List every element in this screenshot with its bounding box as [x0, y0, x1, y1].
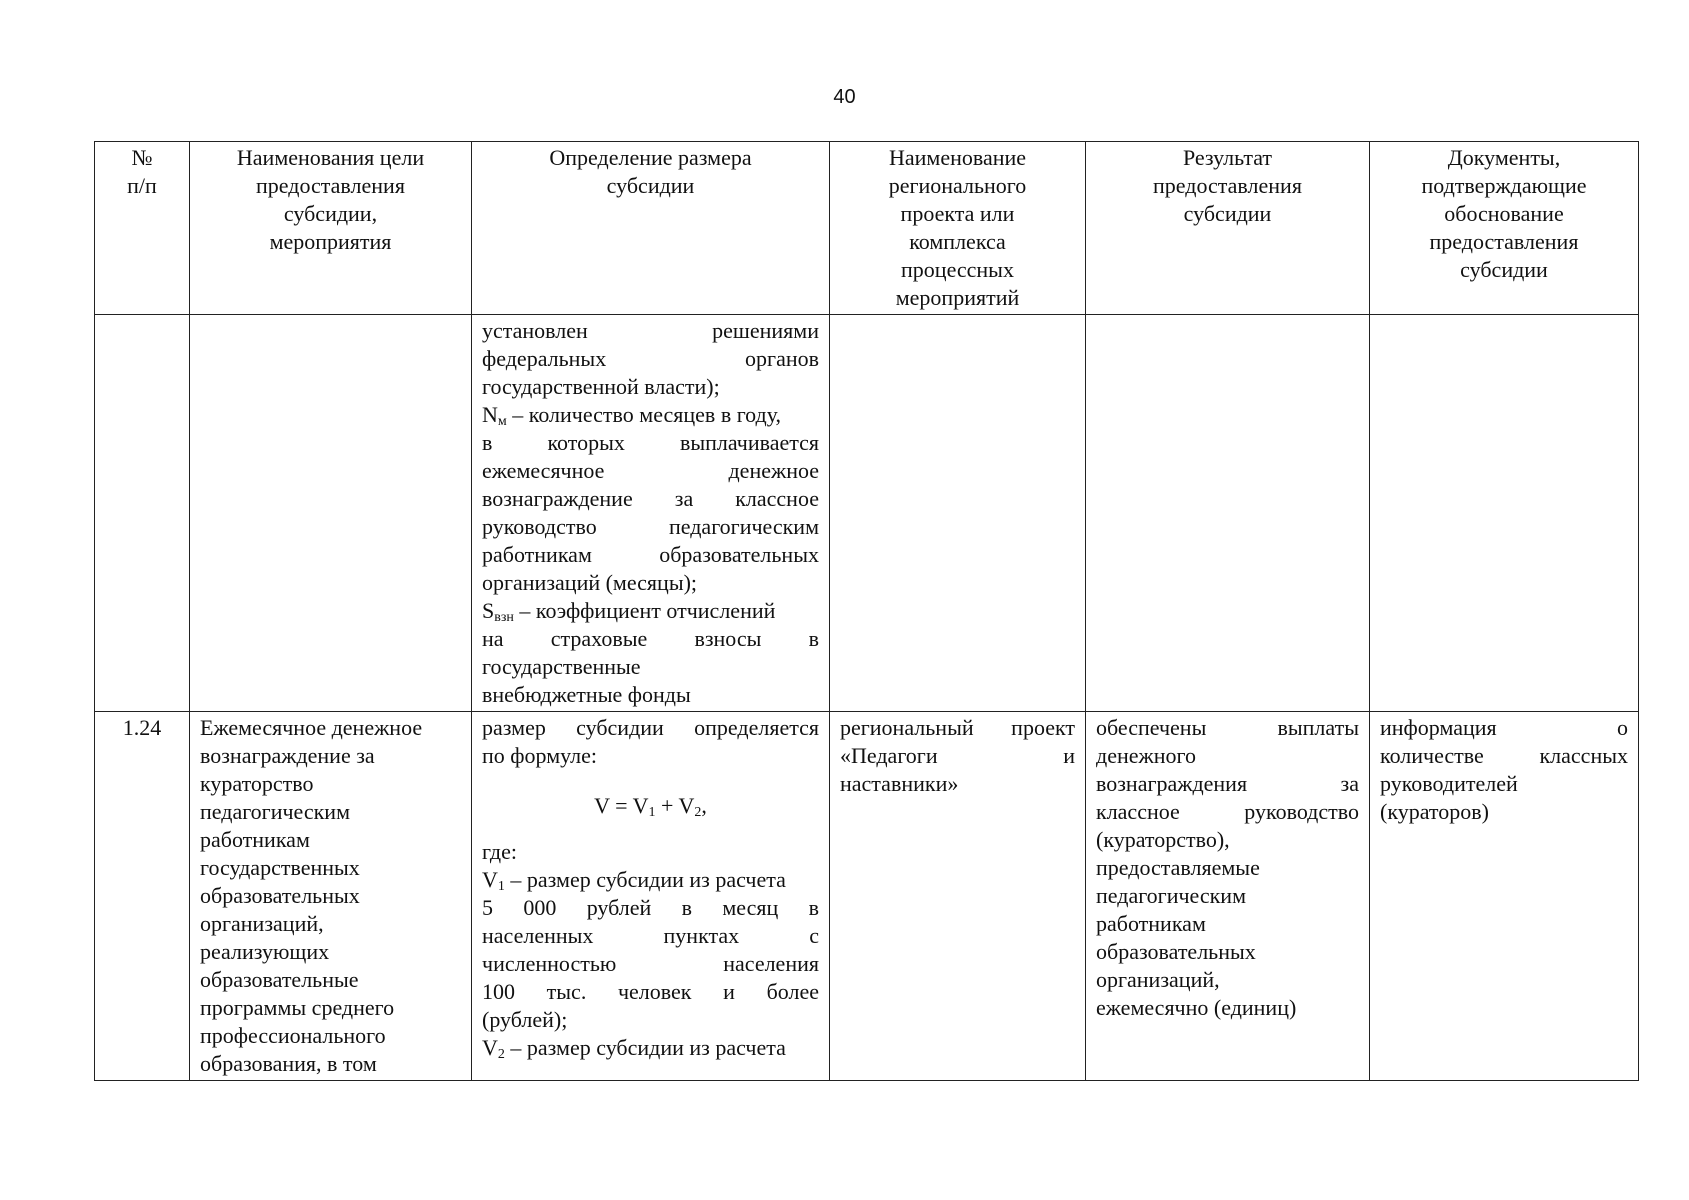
- cell-goal-empty: [190, 315, 472, 712]
- cell-number-empty: [95, 315, 190, 712]
- header-documents: Документы, подтверждающие обоснование предоставления субсидии: [1370, 142, 1639, 315]
- header-project-name: Наименование регионального проекта или комплекса процессных мероприятий: [830, 142, 1086, 315]
- page-number: 40: [833, 86, 856, 108]
- cell-result-empty: [1086, 315, 1370, 712]
- cell-project-empty: [830, 315, 1086, 712]
- header-result: Результат предоставления субсидии: [1086, 142, 1370, 315]
- table-row-1-24: [95, 712, 1639, 1081]
- header-number: № п/п: [95, 142, 190, 315]
- formula: $V = V_1 + V_2$,: [594, 793, 707, 820]
- cell-documents-empty: [1370, 315, 1639, 712]
- cell-documents: информация о количестве классных руководителей (кураторов): [1370, 712, 1639, 1081]
- table-header-row: [95, 142, 1639, 315]
- cell-row-number: 1.24: [95, 712, 190, 1081]
- table-row-continuation: [95, 315, 1639, 712]
- subsidy-table: [94, 141, 1639, 1081]
- cell-project-name: региональный проект «Педагоги и наставники»: [830, 712, 1086, 1081]
- cell-result: обеспечены выплаты денежного вознаграждения за классное руководство (кураторство), предоставляемые педагогическим работникам образовательных организаций, ежемесячно (единиц): [1086, 712, 1370, 1081]
- header-goal-name: Наименования цели предоставления субсидии, мероприятия: [190, 142, 472, 315]
- header-subsidy-size: Определение размера субсидии: [472, 142, 830, 315]
- cell-subsidy-definition-continued: установлен решениями федеральных органов государственной власти); $N_м$ – количество месяцев в году, в которых выплачивается ежемесячное денежное вознаграждение за классное руководство педагогическим работникам образовательных организаций (месяцы); $S_{взн}$ – коэффициент отчислений на страховые взносы в государственные внебюджетные фонды: [472, 315, 830, 712]
- cell-goal-name: Ежемесячное денежное вознаграждение за кураторство педагогическим работникам государственных образовательных организаций, реализующих образовательные программы среднего профессионального образования, в том: [190, 712, 472, 1081]
- cell-subsidy-definition: размер субсидии определяется по формуле: $V = V_1 + V_2$, где: $V_1$ – размер субсидии из расчета 5 000 рублей в месяц в населенных пунктах с численностью населения 100 тыс. человек и более (рублей); $V_2$ – размер субсидии из расчета: [472, 712, 830, 1081]
